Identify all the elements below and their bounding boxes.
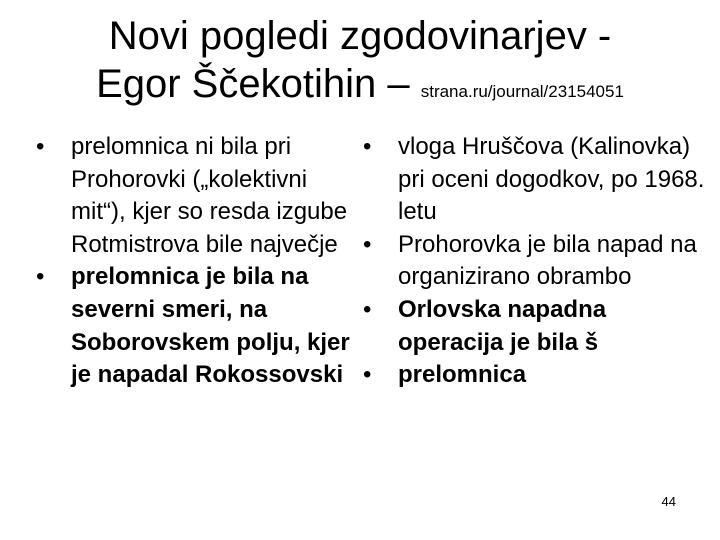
title-author: Egor Ščekotihin – — [96, 62, 410, 106]
list-item — [36, 131, 366, 261]
list-item — [363, 131, 708, 229]
list-item-text: prelomnica — [398, 361, 527, 389]
bullet-icon: • — [363, 361, 372, 389]
bullet-icon: • — [36, 263, 45, 291]
right-column — [363, 131, 708, 392]
list-item — [36, 261, 366, 391]
list-item-text: Orlovska napadna operacija je bila š — [398, 295, 607, 356]
list-item — [363, 359, 708, 392]
list-item-text: vloga Hruščova (Kalinovka) pri oceni dogodkov, po 1968. letu — [398, 133, 705, 226]
left-bullet-list — [36, 131, 366, 392]
slide-number: 44 — [661, 494, 676, 509]
bullet-icon: • — [36, 133, 45, 160]
bullet-icon: • — [363, 295, 372, 323]
title-line-2 — [0, 60, 720, 108]
right-bullet-list — [363, 131, 708, 392]
list-item-text: prelomnica je bila na severni smeri, na Soborovskem polju, kjer je napadal Rokossovski — [71, 263, 350, 389]
slide-title — [0, 12, 720, 108]
left-column — [36, 131, 366, 392]
list-item — [363, 294, 708, 359]
list-item-text: prelomnica ni bila pri Prohorovki („kolektivni mit“), kjer so resda izgube Rotmistrova bile največje — [71, 133, 348, 258]
title-line-1: Novi pogledi zgodovinarjev - — [108, 14, 612, 58]
title-source: strana.ru/journal/23154051 — [420, 82, 624, 101]
list-item — [363, 229, 708, 294]
bullet-icon: • — [363, 133, 372, 160]
list-item-text: Prohorovka je bila napad na organizirano obrambo — [398, 230, 697, 291]
bullet-icon: • — [363, 230, 372, 258]
